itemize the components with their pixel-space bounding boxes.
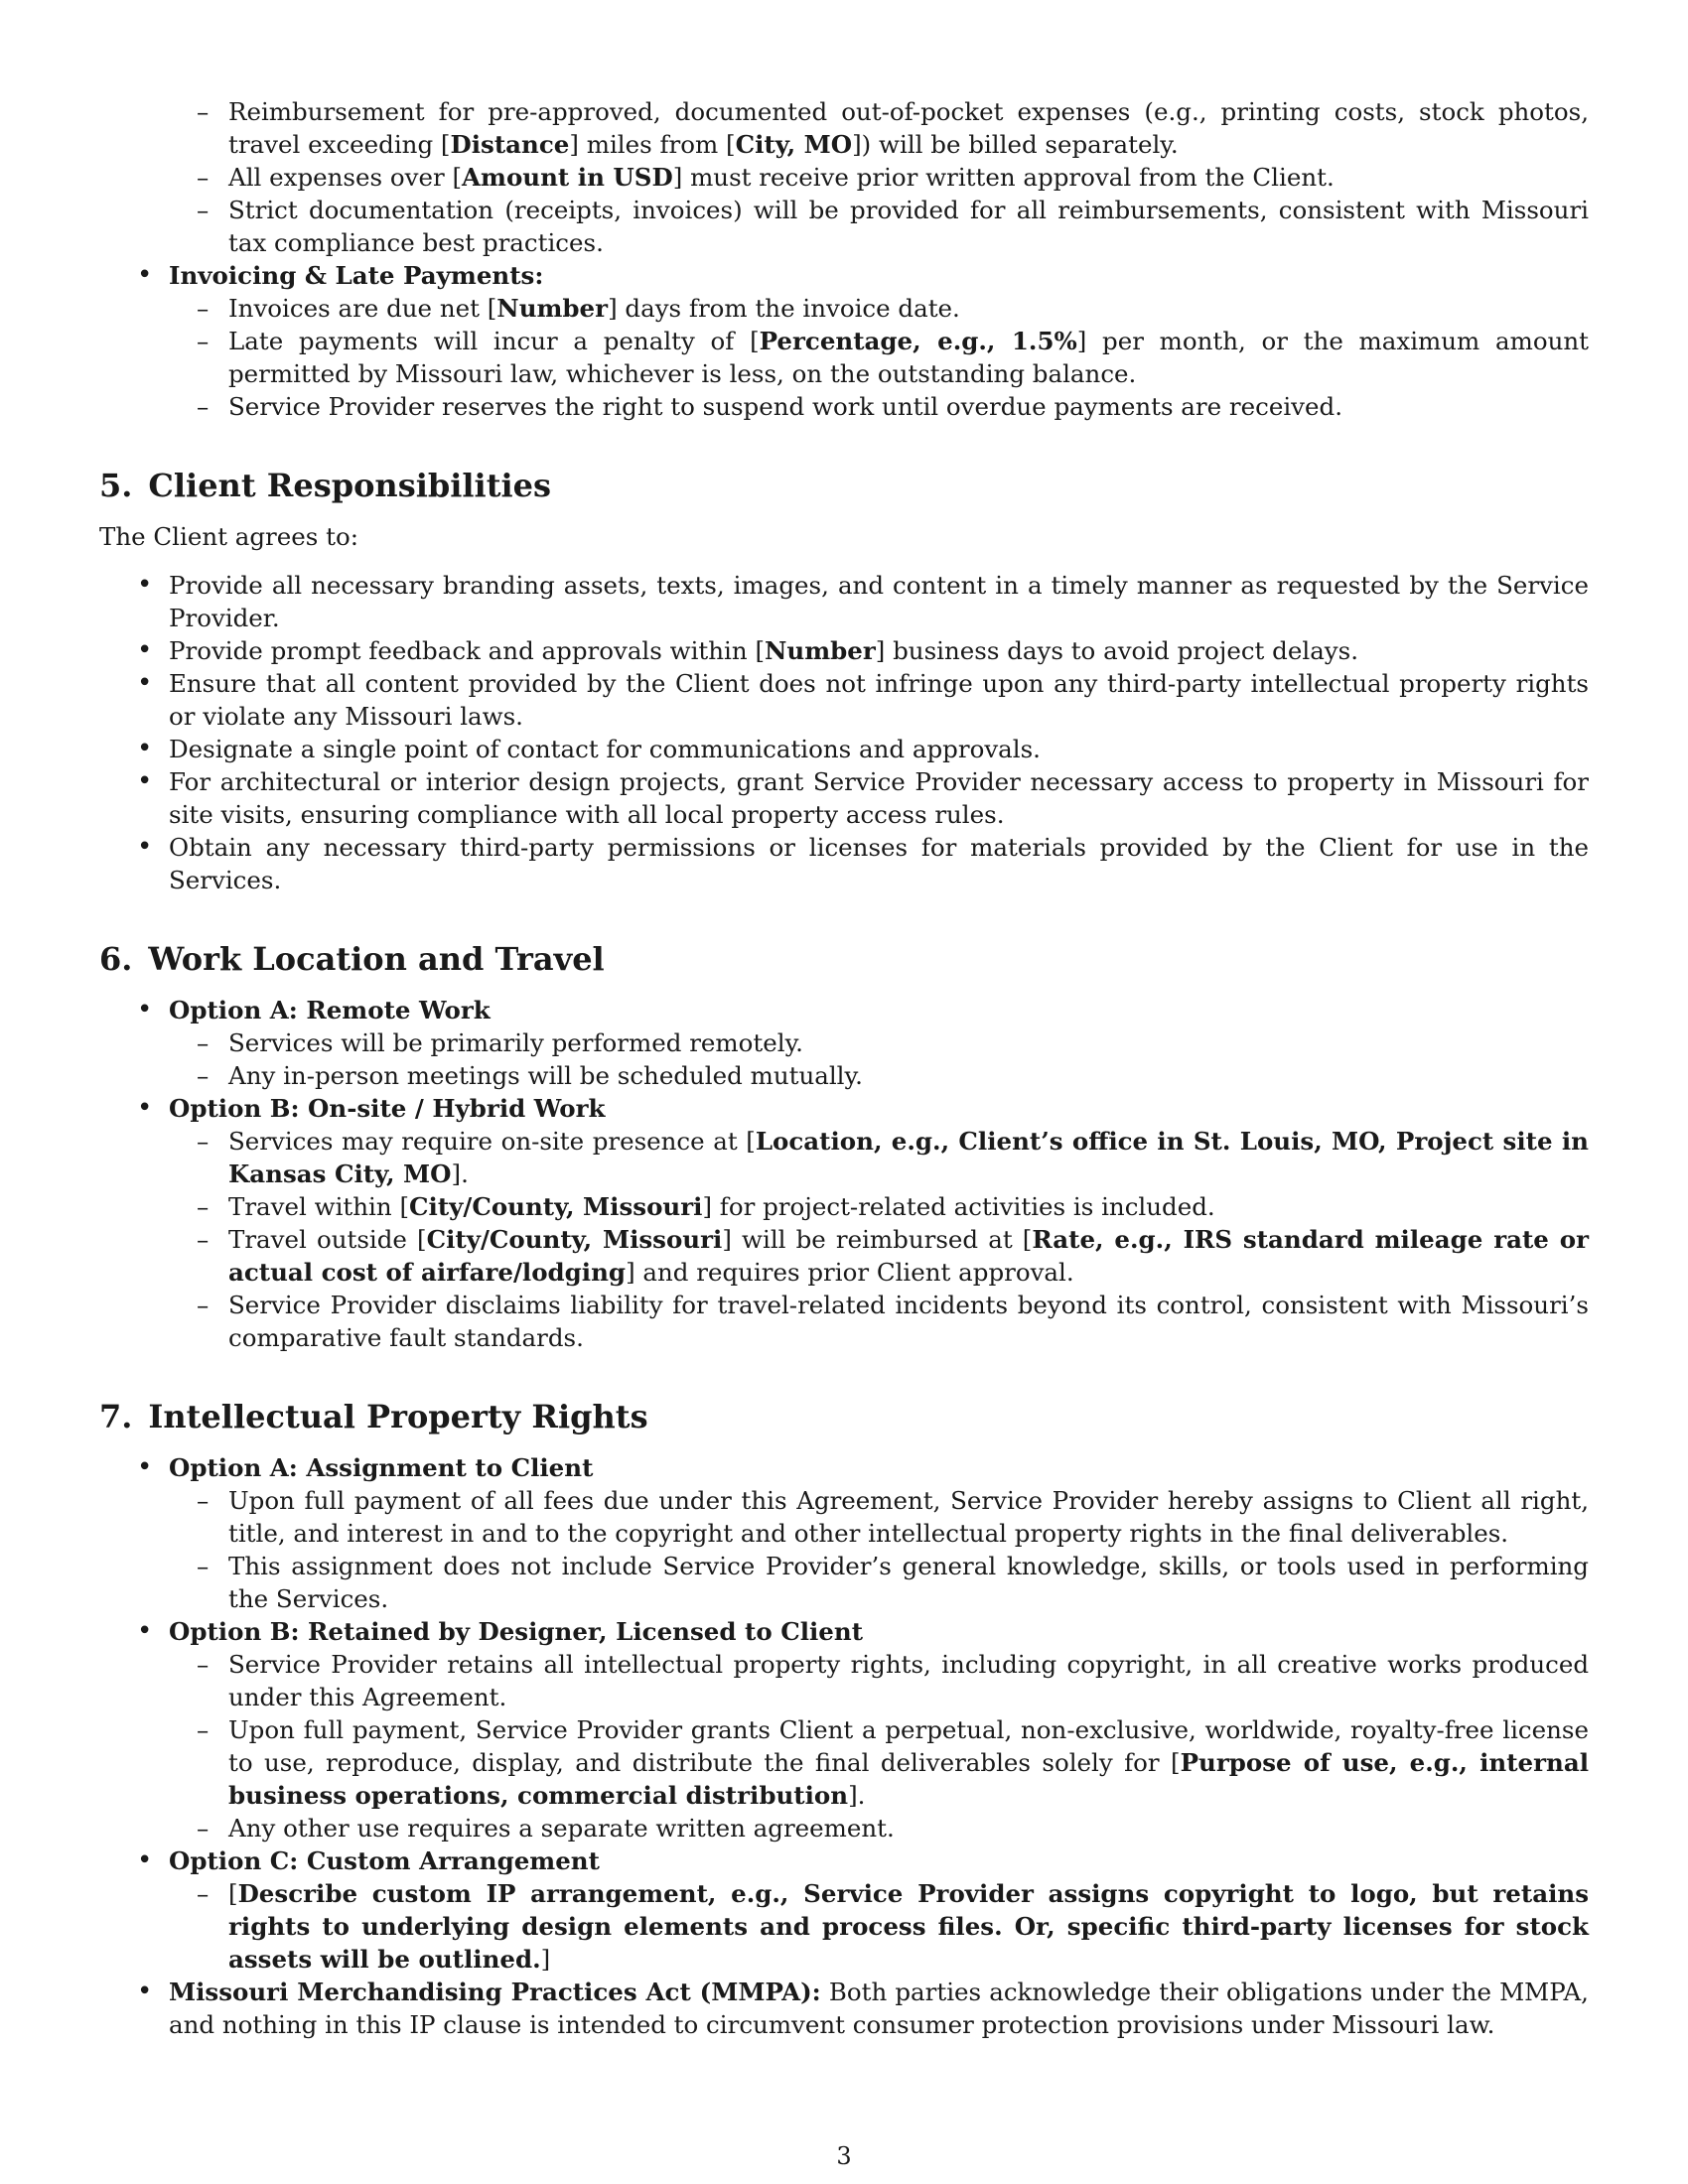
ip-option-c [99,1844,1589,1877]
list-item: – Invoices are due net [Number] days from the invoice date. [99,292,1589,325]
section-heading-7: 7. Intellectual Property Rights [99,1398,648,1435]
list-item: – Service Provider disclaims liability for travel-related incidents beyond its control, consistent with Missouri’s comparative fault standards. [99,1289,1589,1354]
client-responsibilities-list [99,569,1589,896]
list-item: – This assignment does not include Service Provider’s general knowledge, skills, or tools used in performing the Services. [99,1550,1589,1615]
invoicing-list [99,259,1589,292]
option-a-items [99,1026,1589,1092]
list-item: • Option A: Assignment to Client [99,1451,1589,1484]
list-item: – Travel within [City/County, Missouri] for project-related activities is included. [99,1190,1589,1223]
list-item: – Late payments will incur a penalty of [Percentage, e.g., 1.5%] per month, or the maximum amount permitted by Missouri law, whichever is less, on the outstanding balance. [99,325,1589,390]
list-item: • Provide prompt feedback and approvals within [Number] business days to avoid project delays. [99,634,1589,667]
list-item: – Services may require on-site presence at [Location, e.g., Client’s office in St. Louis, MO, Project site in Kansas City, MO]. [99,1125,1589,1190]
page-number: 3 [836,2142,852,2170]
list-item: – Upon full payment of all fees due under this Agreement, Service Provider hereby assigns to Client all right, title, and interest in and to the copyright and other intellectual property rights in the final deliverables. [99,1484,1589,1550]
list-item [99,259,1589,292]
list-item: • Provide all necessary branding assets, texts, images, and content in a timely manner as requested by the Service Provider. [99,569,1589,634]
ip-option-b [99,1615,1589,1648]
list-item: • For architectural or interior design projects, grant Service Provider necessary access to property in Missouri for site visits, ensuring compliance with all local property access rules. [99,765,1589,831]
list-item: • Obtain any necessary third-party permissions or licenses for materials provided by the Client for use in the Services. [99,831,1589,896]
list-item: – Service Provider retains all intellectual property rights, including copyright, in all creative works produced under this Agreement. [99,1648,1589,1713]
list-item: – Any other use requires a separate written agreement. [99,1812,1589,1844]
list-item: – Upon full payment, Service Provider grants Client a perpetual, non-exclusive, worldwide, royalty-free license to use, reproduce, display, and distribute the final deliverables solely for [Purpose of use, e.g., internal business operations, commercial distribution]. [99,1713,1589,1812]
section-heading-6: 6. Work Location and Travel [99,940,605,978]
list-item: • Option C: Custom Arrangement [99,1844,1589,1877]
ip-option-a [99,1451,1589,1484]
list-item: – Strict documentation (receipts, invoices) will be provided for all reimbursements, consistent with Missouri tax compliance best practices. [99,194,1589,259]
ip-option-c-items [99,1877,1589,1976]
option-b-onsite [99,1092,1589,1125]
list-item: • Option B: Retained by Designer, Licensed to Client [99,1615,1589,1648]
expense-list [99,95,1589,259]
list-item: – Travel outside [City/County, Missouri] will be reimbursed at [Rate, e.g., IRS standard mileage rate or actual cost of airfare/lodging] and requires prior Client approval. [99,1223,1589,1289]
ip-option-a-items [99,1484,1589,1615]
list-item: • Designate a single point of contact for communications and approvals. [99,733,1589,765]
list-item: • Option A: Remote Work [99,994,1589,1026]
option-b-items [99,1125,1589,1354]
list-item: – [Describe custom IP arrangement, e.g., Service Provider assigns copyright to logo, but retains rights to underlying design elements and process files. Or, specific third-party licenses for stock assets will be outlined.] [99,1877,1589,1976]
list-item: • Missouri Merchandising Practices Act (MMPA): Both parties acknowledge their obligations under the MMPA, and nothing in this IP clause is intended to circumvent consumer protection provisions under Missouri law. [99,1976,1589,2041]
list-item: • Option B: On-site / Hybrid Work [99,1092,1589,1125]
section-5-intro: The Client agrees to: [99,522,358,551]
option-a-remote [99,994,1589,1026]
list-item: – Service Provider reserves the right to suspend work until overdue payments are received. [99,390,1589,423]
section-heading-5: 5. Client Responsibilities [99,467,552,504]
list-item: • Ensure that all content provided by the Client does not infringe upon any third-party intellectual property rights or violate any Missouri laws. [99,667,1589,733]
document-page [99,95,1589,2041]
invoicing-items [99,292,1589,423]
ip-option-b-items [99,1648,1589,1844]
list-item: – Services will be primarily performed remotely. [99,1026,1589,1059]
mmpa-item [99,1976,1589,2041]
list-item: – Any in-person meetings will be scheduled mutually. [99,1059,1589,1092]
list-item: – All expenses over [Amount in USD] must receive prior written approval from the Client. [99,161,1589,194]
list-item: – Reimbursement for pre-approved, documented out-of-pocket expenses (e.g., printing costs, stock photos, travel exceeding [Distance] miles from [City, MO]) will be billed separately. [99,95,1589,161]
invoicing-title: Invoicing & Late Payments: [169,261,544,290]
